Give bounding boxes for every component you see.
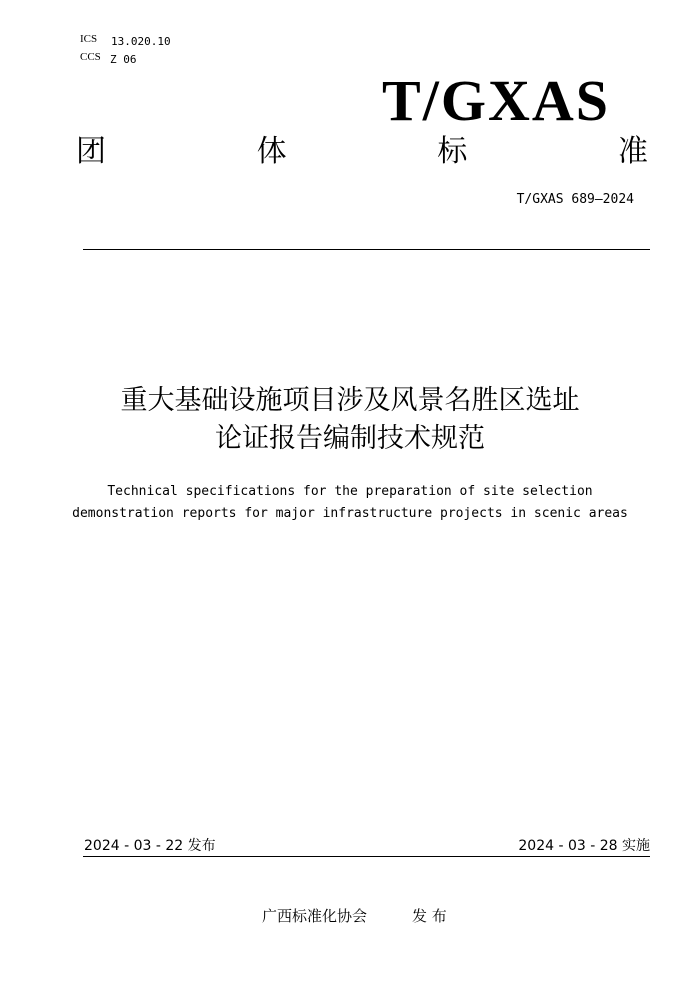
english-title-line-2: demonstration reports for major infrastructure projects in scenic areas [72,506,628,521]
brand-mark: T/GXAS [382,68,610,133]
publish-action: 发 布 [412,907,447,925]
header-divider [83,249,650,250]
ccs-value: Z 06 [110,53,137,66]
ics-label: ICS [80,33,98,45]
standard-number: T/GXAS 689—2024 [516,192,634,207]
implementation-date: 2024 - 03 - 28 实施 [518,838,650,854]
ics-value: 13.020.10 [111,35,171,48]
publisher-name: 广西标准化协会 [262,907,368,925]
ccs-label: CCS [80,51,101,63]
standard-type-char: 团 [76,134,106,169]
english-title-line-1: Technical specifications for the preparation of site selection [107,484,593,499]
standard-type-char: 体 [256,134,287,169]
footer-divider [83,856,650,857]
document-title-line-1: 重大基础设施项目涉及风景名胜区选址 [120,385,580,416]
document-title-line-2: 论证报告编制技术规范 [215,423,485,454]
standard-type-char: 准 [617,134,648,169]
standard-type-char: 标 [437,134,468,169]
standard-type [76,132,648,172]
issue-date: 2024 - 03 - 22 发布 [84,838,216,854]
